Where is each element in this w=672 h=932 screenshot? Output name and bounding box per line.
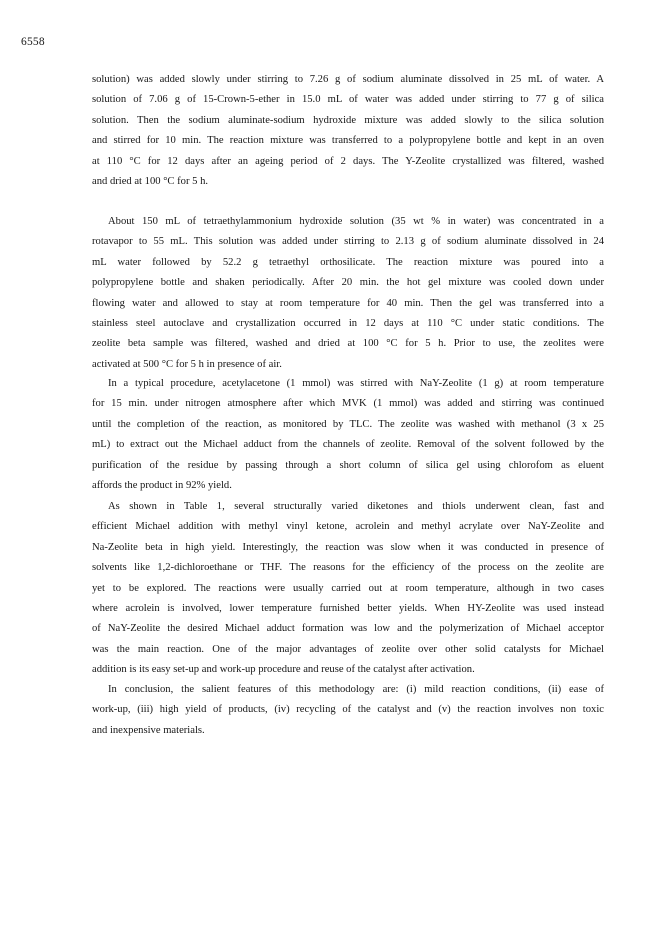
text-line: mL water followed by 52.2 g tetraethyl orthosilicate. The reaction mixture was poured into a bbox=[92, 256, 604, 268]
page-number: 6558 bbox=[21, 36, 45, 48]
text-line: and dried at 100 °C for 5 h. bbox=[92, 176, 209, 188]
text-line: polypropylene bottle and shaken periodically. After 20 min. the hot gel mixture was cooled down under bbox=[92, 277, 604, 289]
text-line: solution. Then the sodium aluminate-sodium hydroxide mixture was added slowly to the silica solution bbox=[92, 114, 604, 126]
text-line: About 150 mL of tetraethylammonium hydroxide solution (35 wt % in water) was concentrated in a bbox=[108, 216, 604, 227]
paragraph-results-discussion bbox=[92, 497, 604, 681]
text-line: flowing water and allowed to stay at room temperature for 40 min. Then the gel was transferred into a bbox=[92, 297, 604, 309]
text-line: stainless steel autoclave and crystallization occurred in 12 days at 110 °C under static conditions. The bbox=[92, 318, 604, 330]
text-line: In conclusion, the salient features of this methodology are: (i) mild reaction conditions, (ii) ease of bbox=[108, 684, 604, 695]
text-line: solvents like 1,2-dichloroethane or THF. The reasons for the efficiency of the process on the zeolite are bbox=[92, 562, 604, 574]
text-line: zeolite beta sample was filtered, washed and dried at 100 °C for 5 h. Prior to use, the zeolites were bbox=[92, 338, 604, 350]
text-line: yet to be explored. The reactions were usually carried out at room temperature, although in two cases bbox=[92, 582, 604, 594]
text-line: solution) was added slowly under stirring to 7.26 g of sodium aluminate dissolved in 25 mL of water. A bbox=[92, 74, 604, 85]
text-line: of NaY-Zeolite the desired Michael adduct formation was low and the polymerization of Michael acceptor bbox=[92, 623, 604, 635]
text-line: was the main reaction. One of the major advantages of zeolite over other solid catalysts for Michael bbox=[92, 643, 604, 655]
text-line: rotavapor to 55 mL. This solution was added under stirring to 2.13 g of sodium aluminate dissolved in 24 bbox=[92, 236, 604, 248]
text-line: where acrolein is involved, lower temperature furnished better yields. When HY-Zeolite was used instead bbox=[92, 603, 604, 615]
text-line: As shown in Table 1, several structurally varied diketones and thiols underwent clean, fast and bbox=[108, 501, 604, 512]
text-line: mL) to extract out the Michael adduct from the channels of zeolite. Removal of the solvent followed by the bbox=[92, 439, 604, 451]
text-line: solution of 7.06 g of 15-Crown-5-ether in 15.0 mL of water was added under stirring to 77 g of silica bbox=[92, 94, 604, 106]
paragraph-typical-procedure bbox=[92, 374, 604, 496]
text-line: Na-Zeolite beta in high yield. Interestingly, the reaction was slow when it was conducted in presence of bbox=[92, 541, 604, 553]
text-line: and inexpensive materials. bbox=[92, 724, 205, 736]
paragraph-zeolite-beta-synthesis bbox=[92, 212, 604, 375]
text-line: for 15 min. under nitrogen atmosphere after which MVK (1 mmol) was added and stirring was continued bbox=[92, 398, 604, 410]
text-line: until the completion of the reaction, as monitored by TLC. The zeolite was washed with methanol (3 x 25 bbox=[92, 418, 604, 430]
text-line: In a typical procedure, acetylacetone (1 mmol) was stirred with NaY-Zeolite (1 g) at room temperature bbox=[108, 378, 604, 389]
paragraph-conclusion bbox=[92, 680, 604, 741]
text-line: activated at 500 °C for 5 h in presence of air. bbox=[92, 358, 282, 370]
paragraph-y-zeolite-synthesis bbox=[92, 70, 604, 192]
text-line: purification of the residue by passing through a short column of silica gel using chlorofom as eluent bbox=[92, 459, 604, 471]
text-line: at 110 °C for 12 days after an ageing period of 2 days. The Y-Zeolite crystallized was filtered, washed bbox=[92, 155, 604, 167]
text-line: and stirred for 10 min. The reaction mixture was transferred to a polypropylene bottle and kept in an oven bbox=[92, 135, 604, 147]
text-line: efficient Michael addition with methyl vinyl ketone, acrolein and methyl acrylate over NaY-Zeolite and bbox=[92, 521, 604, 533]
text-line: affords the product in 92% yield. bbox=[92, 480, 232, 492]
text-line: work-up, (iii) high yield of products, (iv) recycling of the catalyst and (v) the reaction involves non toxic bbox=[92, 704, 604, 716]
text-line: addition is its easy set-up and work-up procedure and reuse of the catalyst after activation. bbox=[92, 664, 475, 676]
